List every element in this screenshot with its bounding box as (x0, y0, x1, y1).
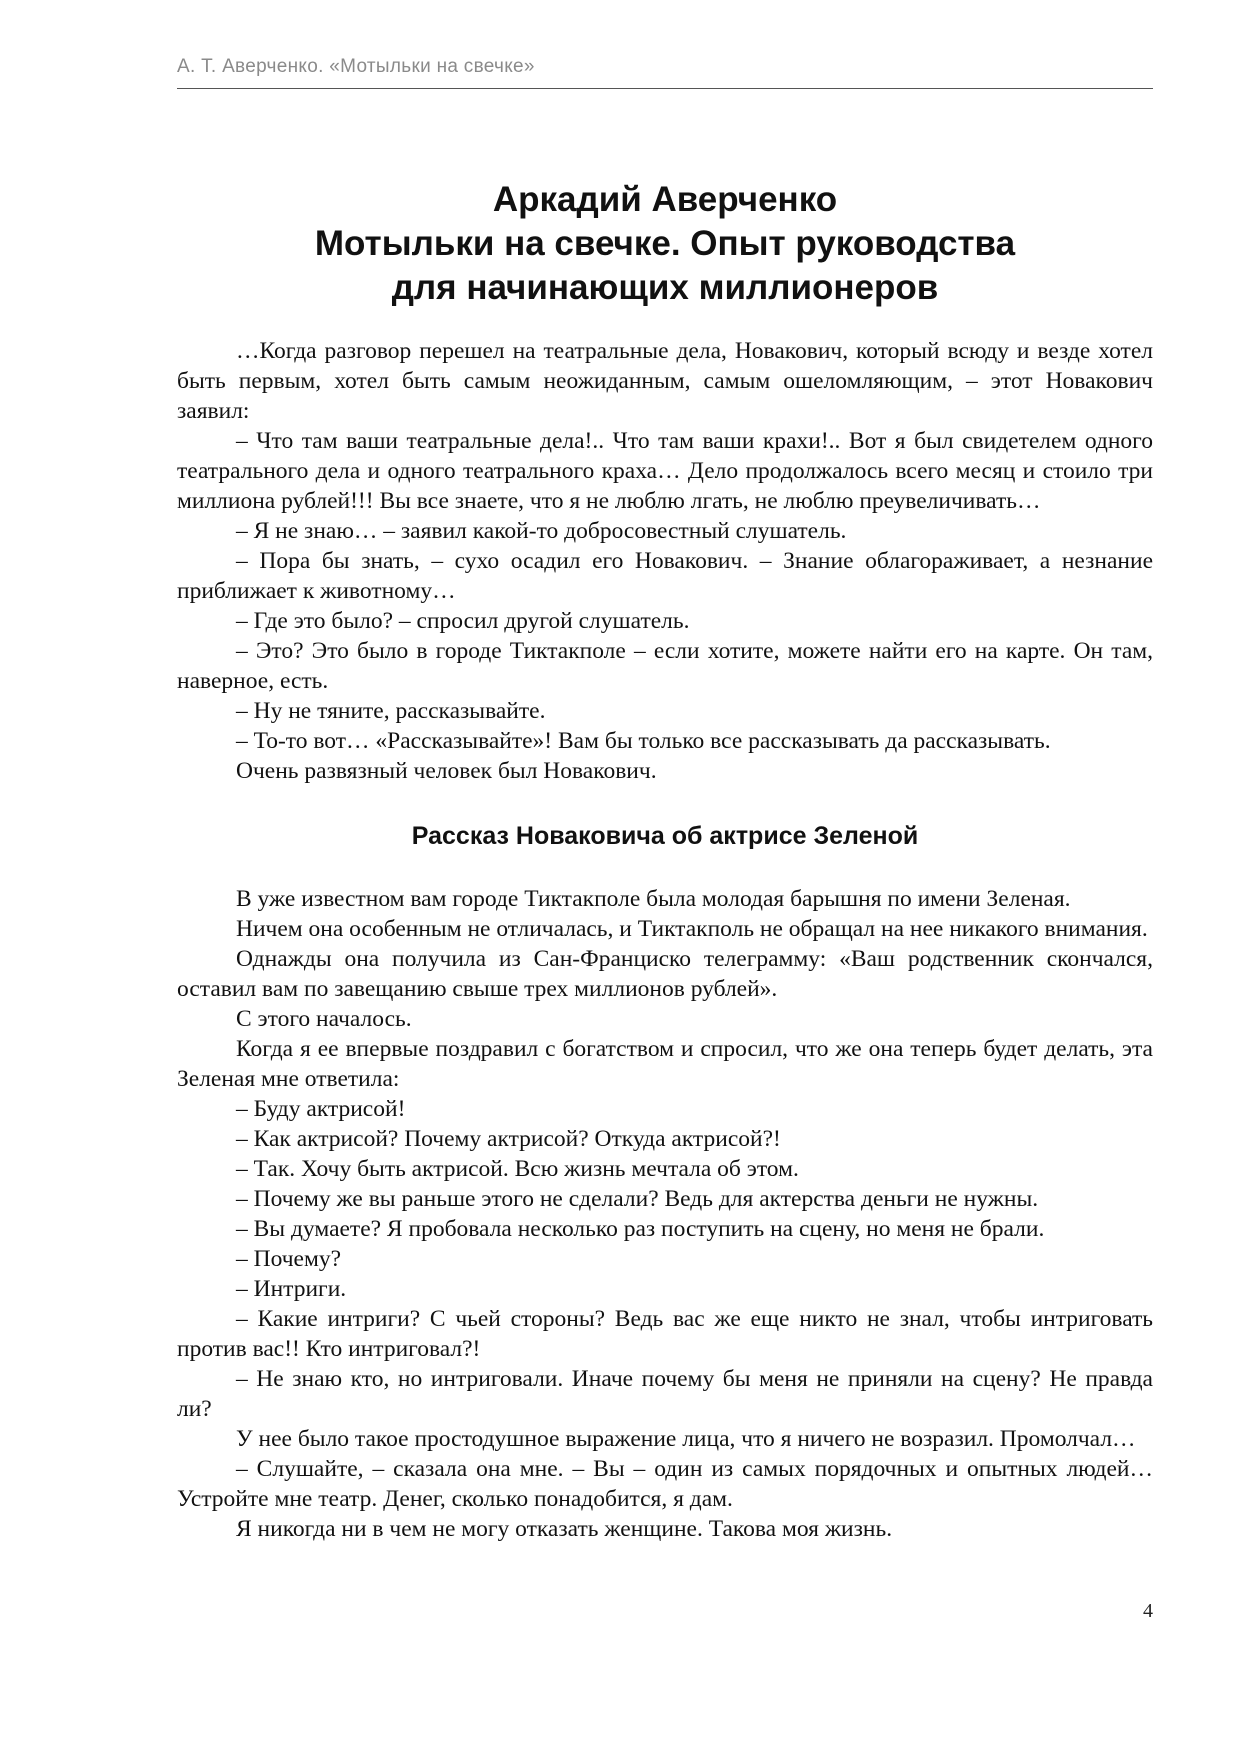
paragraph: – Слушайте, – сказала она мне. – Вы – один из самых порядочных и опытных людей… Устройте мне театр. Денег, сколько понадобится, я дам. (177, 1456, 1153, 1512)
paragraph: – Что там ваши театральные дела!.. Что там ваши крахи!.. Вот я был свидетелем одного театрального дела и одного театрального краха… Дело продолжалось всего месяц и стоило три миллиона рублей!!! Вы все знаете, что я не люблю лгать, не люблю преувеличивать… (177, 428, 1153, 514)
paragraph: Ничем она особенным не отличалась, и Тиктакполь не обращал на нее никакого внимания. (236, 916, 1148, 942)
paragraph: – Буду актрисой! (236, 1096, 406, 1122)
story-text (177, 884, 1153, 1544)
title-line-1: Мотыльки на свечке. Опыт руководства (314, 224, 1016, 263)
paragraph: – Не знаю кто, но интриговали. Иначе почему бы меня не приняли на сцену? Не правда ли? (177, 1366, 1153, 1422)
paragraph: …Когда разговор перешел на театральные дела, Новакович, который всюду и везде хотел быть первым, хотел быть самым неожиданным, самым ошеломляющим, – этот Новакович заявил: (177, 338, 1153, 424)
paragraph: – Почему же вы раньше этого не сделали? Ведь для актерства деньги не нужны. (236, 1186, 1039, 1212)
title-line-2: для начинающих миллионеров (391, 268, 939, 307)
paragraph: – Как актрисой? Почему актрисой? Откуда актрисой?! (236, 1126, 781, 1152)
title-block (177, 178, 1153, 310)
paragraph: – Какие интриги? С чьей стороны? Ведь вас же еще никто не знал, чтобы интриговать против вас!! Кто интриговал?! (177, 1306, 1153, 1362)
title-author: Аркадий Аверченко (492, 180, 838, 219)
paragraph: – Почему? (236, 1246, 342, 1272)
paragraph: – Где это было? – спросил другой слушатель. (236, 608, 690, 634)
paragraph: Я никогда ни в чем не могу отказать женщине. Такова моя жизнь. (236, 1516, 893, 1542)
paragraph: Очень развязный человек был Новакович. (236, 758, 657, 784)
page-number: 4 (1143, 1600, 1153, 1622)
section-heading: Рассказ Новаковича об актрисе Зеленой (411, 822, 919, 850)
paragraph: Когда я ее впервые поздравил с богатством и спросил, что же она теперь будет делать, эта Зеленая мне ответила: (177, 1036, 1153, 1092)
paragraph: В уже известном вам городе Тиктакполе была молодая барышня по имени Зеленая. (236, 886, 1071, 912)
paragraph: – Так. Хочу быть актрисой. Всю жизнь мечтала об этом. (236, 1156, 799, 1182)
running-head: А. Т. Аверченко. «Мотыльки на свечке» (177, 56, 535, 77)
paragraph: – Интриги. (236, 1276, 347, 1302)
paragraph: – Пора бы знать, – сухо осадил его Новакович. – Знание облагораживает, а незнание приближает к животному… (177, 548, 1153, 604)
paragraph: – То-то вот… «Рассказывайте»! Вам бы только все рассказывать да рассказывать. (236, 728, 1051, 754)
header-rule (177, 88, 1153, 89)
paragraph: С этого началось. (236, 1006, 412, 1032)
intro-text (177, 336, 1153, 786)
paragraph: – Вы думаете? Я пробовала несколько раз поступить на сцену, но меня не брали. (236, 1216, 1045, 1242)
paragraph: Однажды она получила из Сан-Франциско телеграмму: «Ваш родственник скончался, оставил вам по завещанию свыше трех миллионов рублей». (177, 946, 1153, 1002)
paragraph: – Ну не тяните, рассказывайте. (236, 698, 546, 724)
paragraph: У нее было такое простодушное выражение лица, что я ничего не возразил. Промолчал… (236, 1426, 1136, 1452)
paragraph: – Я не знаю… – заявил какой-то добросовестный слушатель. (236, 518, 847, 544)
paragraph: – Это? Это было в городе Тиктакполе – если хотите, можете найти его на карте. Он там, наверное, есть. (177, 638, 1153, 694)
